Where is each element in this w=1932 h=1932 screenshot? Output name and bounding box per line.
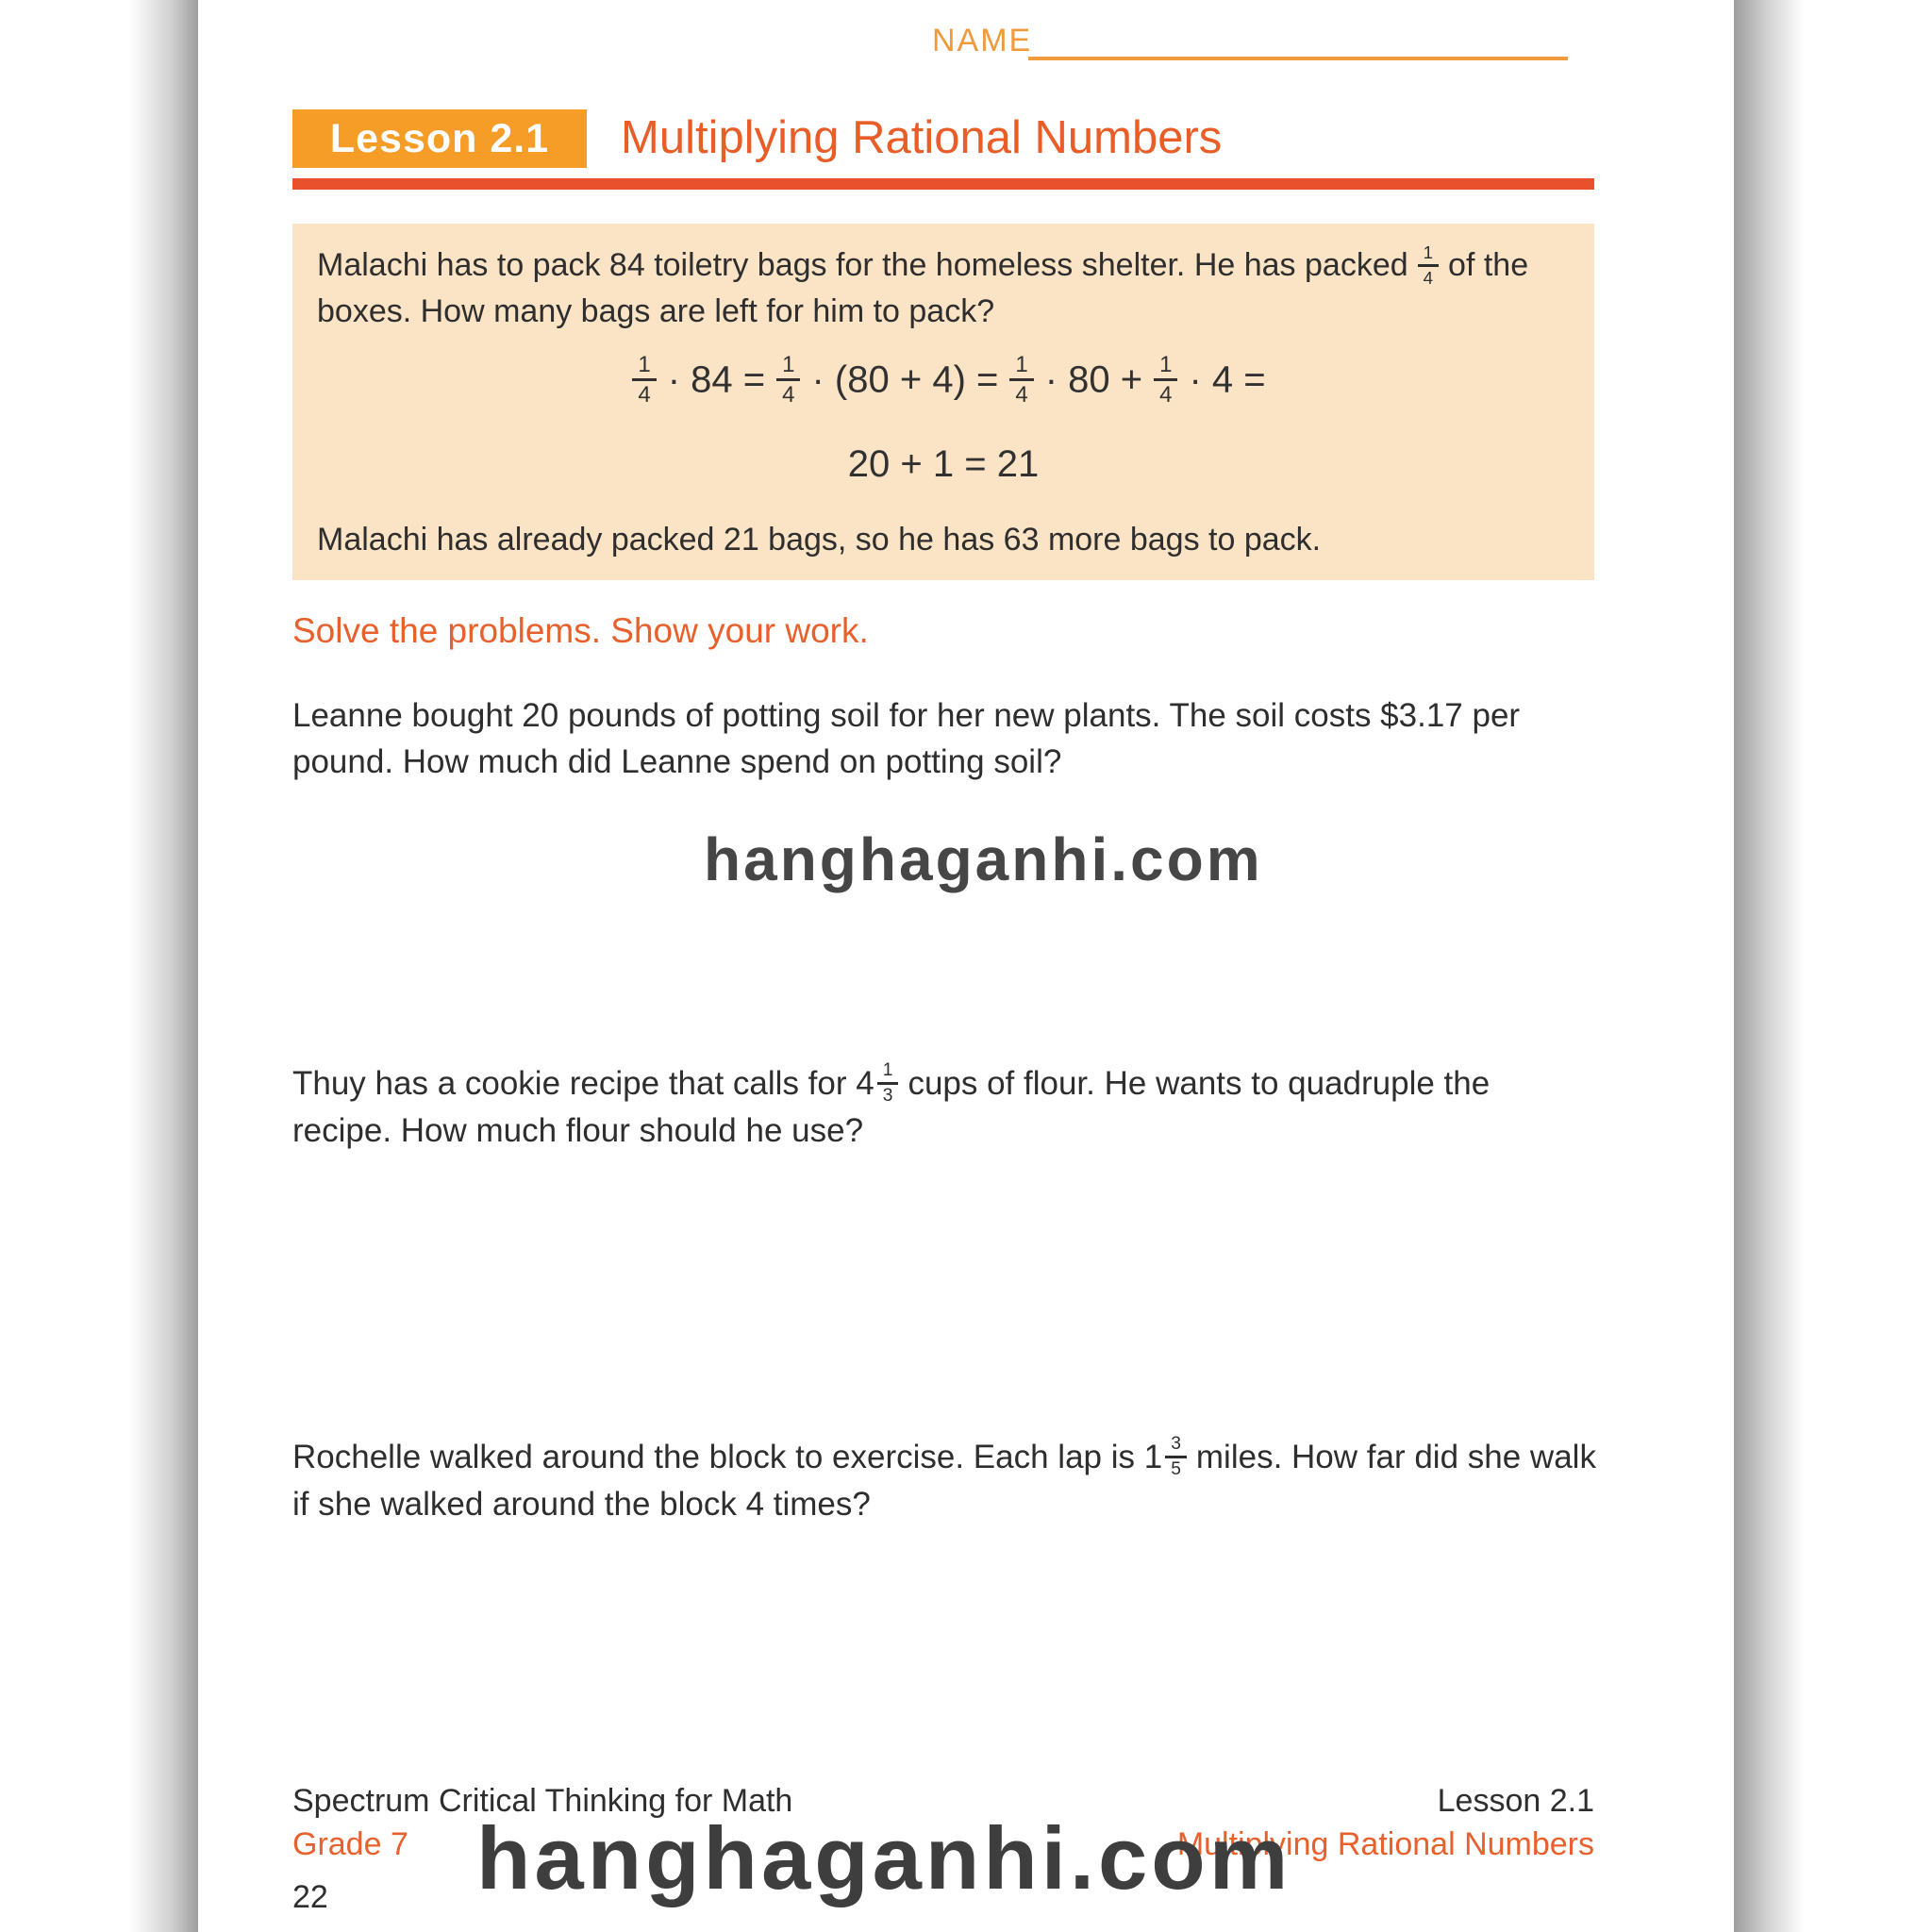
fraction-denominator: 3	[882, 1086, 893, 1107]
fraction-one-fourth	[632, 353, 656, 407]
header-rule	[292, 178, 1594, 190]
fraction-numerator: 1	[1418, 243, 1439, 267]
fraction-one-fourth	[776, 353, 800, 407]
footer-lesson: Lesson 2.1	[1437, 1783, 1594, 1819]
fraction-numerator: 1	[877, 1061, 899, 1085]
watermark-center: hanghaganhi.com	[704, 825, 1263, 893]
name-blank-line	[1028, 19, 1568, 60]
footer-grade: Grade 7	[292, 1826, 408, 1862]
fraction-denominator: 4	[1159, 381, 1173, 408]
worksheet-page	[198, 0, 1734, 1932]
fraction-denominator: 4	[638, 381, 651, 408]
example-equation-line2: 20 + 1 = 21	[847, 442, 1040, 485]
problem-rochelle-text: Rochelle walked around the block to exercise. Each lap is 1	[292, 1439, 1163, 1475]
fraction-one-fourth	[1154, 353, 1177, 407]
example-conclusion: Malachi has already packed 21 bags, so he has 63 more bags to pack.	[317, 521, 1322, 558]
problem-thuy-text-after: cups of flour. He wants to quadruple the recipe. How much flour should he use?	[292, 1065, 1491, 1150]
fraction-denominator: 4	[782, 381, 795, 408]
problem-leanne: Leanne bought 20 pounds of potting soil for her new plants. The soil costs $3.17 per pound. How much did Leanne spend on potting soil?	[292, 697, 1521, 780]
problem-rochelle-text-after: miles. How far did she walk if she walked around the block 4 times?	[292, 1439, 1596, 1524]
fraction-three-fifths	[1165, 1435, 1187, 1479]
page-left-shadow-edge	[130, 0, 198, 1932]
equation-segment: · (80 + 4) =	[811, 358, 999, 401]
page-right-shadow-edge	[1734, 0, 1804, 1932]
fraction-one-third	[877, 1061, 899, 1106]
page-title: Multiplying Rational Numbers	[621, 112, 1223, 163]
equation-segment: · 80 +	[1044, 358, 1143, 401]
watermark-bottom: hanghaganhi.com	[476, 1808, 1292, 1907]
example-intro-text-after: of the boxes. How many bags are left for him to pack?	[317, 247, 1529, 330]
footer-lesson-title: Multiplying Rational Numbers	[1176, 1826, 1594, 1862]
example-equation-line1	[317, 351, 1570, 408]
fraction-numerator: 1	[1009, 353, 1033, 381]
equation-segment: · 84 =	[667, 358, 766, 401]
fraction-one-fourth	[1009, 353, 1033, 407]
fraction-numerator: 1	[632, 353, 656, 381]
example-box	[292, 224, 1594, 580]
equation-segment: · 4 =	[1189, 358, 1266, 401]
name-label: NAME	[932, 23, 1033, 58]
footer-series-title: Spectrum Critical Thinking for Math	[292, 1783, 793, 1819]
example-intro	[317, 242, 1570, 334]
lesson-badge: Lesson 2.1	[292, 109, 587, 168]
fraction-denominator: 4	[1423, 267, 1434, 288]
fraction-denominator: 4	[1015, 381, 1028, 408]
problem-thuy	[292, 1060, 1596, 1154]
example-intro-text: Malachi has to pack 84 toiletry bags for the homeless shelter. He has packed	[317, 247, 1408, 283]
footer-page-number: 22	[292, 1879, 328, 1915]
fraction-denominator: 5	[1171, 1459, 1181, 1480]
instructions-text: Solve the problems. Show your work.	[292, 611, 869, 650]
fraction-numerator: 3	[1165, 1435, 1187, 1458]
fraction-numerator: 1	[1154, 353, 1177, 381]
problem-thuy-text: Thuy has a cookie recipe that calls for 4	[292, 1065, 874, 1102]
fraction-numerator: 1	[776, 353, 800, 381]
problem-rochelle	[292, 1434, 1596, 1527]
fraction-one-fourth	[1418, 243, 1439, 287]
